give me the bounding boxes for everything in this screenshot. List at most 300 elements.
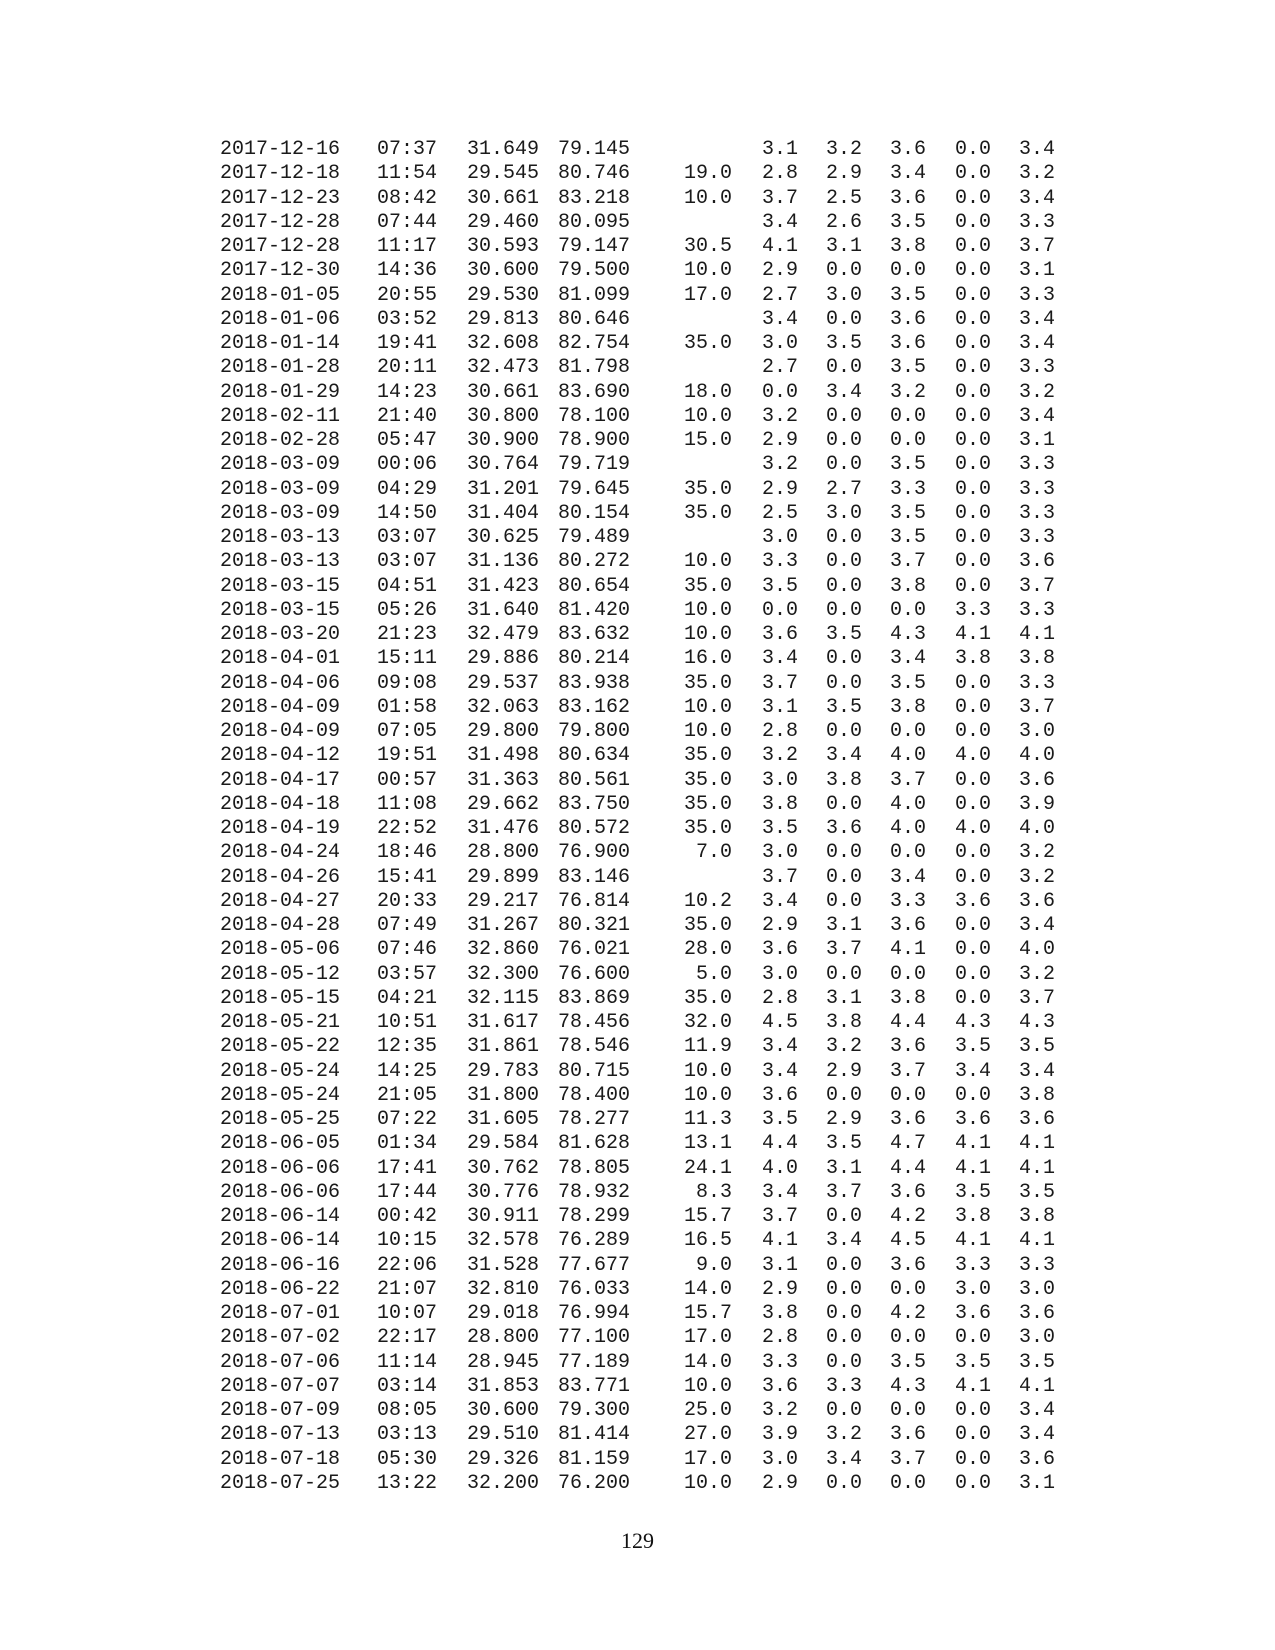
table-cell: 3.0 [1018, 720, 1055, 743]
table-cell: 3.2 [889, 380, 926, 404]
table-row [220, 1278, 1060, 1302]
table-cell: 83.218 [558, 186, 631, 210]
table-cell: 4.0 [761, 1156, 798, 1180]
table-cell: 29.018 [467, 1302, 540, 1325]
table-cell: 3.8 [1018, 1205, 1055, 1228]
table-cell: 3.4 [1018, 138, 1055, 161]
table-cell: 4.1 [1018, 1374, 1055, 1398]
table-cell: 25.0 [683, 1399, 732, 1422]
table-cell: 10:07 [377, 1302, 438, 1325]
table-cell: 0.0 [889, 1326, 926, 1350]
table-cell: 30.5 [683, 235, 732, 258]
table-cell: 4.0 [889, 744, 926, 768]
table-cell: 35.0 [683, 817, 732, 840]
table-cell: 2018-03-09 [220, 501, 341, 525]
table-cell: 15.7 [683, 1302, 732, 1325]
table-cell: 15.7 [683, 1205, 732, 1228]
table-cell: 0.0 [954, 962, 991, 986]
table-cell: 3.6 [954, 889, 991, 913]
table-cell: 80.646 [558, 307, 631, 331]
table-cell: 78.299 [558, 1205, 631, 1228]
table-row [220, 211, 1060, 235]
table-cell: 3.8 [761, 792, 798, 816]
table-row [220, 623, 1060, 647]
table-cell: 0.0 [954, 1471, 991, 1495]
table-cell: 3.4 [1018, 914, 1055, 937]
table-cell: 30.762 [467, 1156, 540, 1180]
table-cell: 3.1 [825, 986, 862, 1010]
table-cell: 2018-07-01 [220, 1302, 341, 1325]
table-cell: 22:06 [377, 1253, 438, 1277]
table-cell: 32.473 [467, 356, 540, 380]
table-cell: 32.063 [467, 695, 540, 719]
table-cell: 10.0 [683, 186, 732, 210]
table-cell: 3.2 [1018, 865, 1055, 889]
table-cell: 3.8 [825, 1011, 862, 1034]
table-cell: 3.1 [825, 914, 862, 937]
table-cell: 03:07 [377, 526, 438, 549]
table-cell: 0.0 [889, 720, 926, 743]
table-cell: 3.5 [761, 817, 798, 840]
table-cell: 76.994 [558, 1302, 631, 1325]
table-cell: 3.3 [1018, 356, 1055, 380]
table-cell: 4.1 [1018, 623, 1055, 646]
table-cell: 79.300 [558, 1399, 631, 1422]
table-cell: 0.0 [825, 1350, 862, 1374]
table-cell: 79.800 [558, 720, 631, 743]
table-row [220, 235, 1060, 259]
table-cell: 11:14 [377, 1350, 438, 1374]
table-cell: 29.899 [467, 865, 540, 889]
table-cell: 3.6 [889, 1180, 926, 1204]
table-cell: 0.0 [825, 1302, 862, 1325]
table-cell: 15.0 [683, 429, 732, 452]
table-cell: 4.0 [954, 744, 991, 768]
table-cell: 35.0 [683, 671, 732, 695]
table-cell: 9.0 [695, 1253, 732, 1277]
table-cell: 04:29 [377, 477, 438, 501]
table-cell: 31.136 [467, 550, 540, 574]
table-cell: 07:44 [377, 210, 438, 234]
table-cell: 3.6 [954, 1302, 991, 1325]
table-cell: 24.1 [683, 1156, 732, 1180]
table-cell: 3.3 [761, 550, 798, 574]
table-cell: 22:17 [377, 1326, 438, 1350]
table-cell: 3.3 [1018, 598, 1055, 622]
table-cell: 00:57 [377, 768, 438, 792]
table-cell: 29.510 [467, 1423, 540, 1447]
table-cell: 3.2 [825, 1423, 862, 1447]
table-cell: 78.546 [558, 1035, 631, 1059]
table-cell: 0.0 [825, 962, 862, 986]
table-cell: 0.0 [825, 1277, 862, 1301]
table-cell: 29.530 [467, 283, 540, 307]
table-row [220, 841, 1060, 865]
table-cell: 3.2 [1018, 162, 1055, 186]
table-cell: 0.0 [954, 332, 991, 355]
table-cell: 4.2 [889, 1205, 926, 1228]
table-cell: 3.6 [889, 1035, 926, 1059]
table-cell: 3.7 [761, 186, 798, 210]
table-cell: 0.0 [825, 671, 862, 695]
table-cell: 10.0 [683, 1083, 732, 1107]
table-cell: 0.0 [954, 235, 991, 258]
table-cell: 31.617 [467, 1011, 540, 1034]
table-cell: 2.9 [825, 1059, 862, 1083]
table-cell: 3.3 [1018, 1253, 1055, 1277]
table-cell: 30.764 [467, 453, 540, 477]
table-cell: 0.0 [954, 307, 991, 331]
table-cell: 2.5 [825, 186, 862, 210]
table-cell: 19.0 [683, 162, 732, 186]
table-cell: 78.456 [558, 1011, 631, 1034]
table-cell: 7.0 [695, 841, 732, 865]
table-cell: 0.0 [825, 429, 862, 452]
table-cell: 3.1 [761, 695, 798, 719]
table-cell: 3.7 [889, 768, 926, 792]
table-cell: 3.0 [1018, 1277, 1055, 1301]
table-cell: 0.0 [825, 889, 862, 913]
table-cell: 2018-06-05 [220, 1132, 341, 1156]
table-cell: 3.3 [761, 1350, 798, 1374]
table-cell: 3.6 [954, 1108, 991, 1131]
table-cell: 3.6 [761, 1374, 798, 1398]
table-cell: 2.7 [825, 477, 862, 501]
table-cell: 3.6 [1018, 1302, 1055, 1325]
table-cell: 2018-04-24 [220, 841, 341, 865]
table-cell: 3.6 [889, 332, 926, 355]
table-cell: 17.0 [683, 1447, 732, 1471]
table-cell: 29.813 [467, 307, 540, 331]
table-cell: 11.3 [683, 1108, 732, 1131]
table-cell: 77.100 [558, 1326, 631, 1350]
table-cell: 3.5 [761, 574, 798, 598]
table-cell: 2.6 [825, 210, 862, 234]
table-cell: 80.214 [558, 647, 631, 671]
table-row [220, 599, 1060, 623]
table-cell: 3.1 [825, 1156, 862, 1180]
table-cell: 0.0 [954, 841, 991, 865]
table-cell: 80.654 [558, 574, 631, 598]
table-row [220, 187, 1060, 211]
table-cell: 4.1 [954, 1229, 991, 1253]
table-cell: 3.6 [889, 307, 926, 331]
table-cell: 0.0 [954, 1399, 991, 1422]
table-cell: 3.8 [889, 695, 926, 719]
table-cell: 11.9 [683, 1035, 732, 1059]
table-cell: 3.2 [761, 453, 798, 477]
table-row [220, 647, 1060, 671]
table-cell: 32.578 [467, 1229, 540, 1253]
table-cell: 10.0 [683, 623, 732, 646]
table-cell: 3.4 [761, 1035, 798, 1059]
table-cell: 0.0 [825, 526, 862, 549]
table-cell: 0.0 [825, 259, 862, 283]
table-row [220, 672, 1060, 696]
table-cell: 3.5 [954, 1180, 991, 1204]
table-cell: 2018-05-24 [220, 1083, 341, 1107]
table-cell: 04:51 [377, 574, 438, 598]
table-cell: 3.0 [761, 962, 798, 986]
table-cell: 0.0 [889, 1471, 926, 1495]
table-cell: 4.0 [1018, 817, 1055, 840]
table-cell: 0.0 [954, 695, 991, 719]
table-cell: 3.3 [1018, 501, 1055, 525]
table-cell: 30.800 [467, 404, 540, 428]
table-cell: 3.7 [1018, 695, 1055, 719]
table-cell: 83.146 [558, 865, 631, 889]
table-cell: 2018-07-09 [220, 1399, 341, 1422]
table-cell: 32.200 [467, 1471, 540, 1495]
table-cell: 3.0 [761, 841, 798, 865]
table-cell: 2.8 [761, 162, 798, 186]
table-cell: 79.489 [558, 526, 631, 549]
table-cell: 3.4 [1018, 1423, 1055, 1447]
table-cell: 4.0 [1018, 938, 1055, 962]
table-cell: 29.217 [467, 889, 540, 913]
table-cell: 2017-12-28 [220, 235, 341, 258]
table-cell: 32.860 [467, 938, 540, 962]
table-cell: 8.3 [695, 1180, 732, 1204]
table-cell: 2018-01-05 [220, 283, 341, 307]
table-cell: 0.0 [954, 186, 991, 210]
table-cell: 3.7 [825, 938, 862, 962]
table-cell: 4.3 [889, 1374, 926, 1398]
table-cell: 07:05 [377, 720, 438, 743]
table-cell: 0.0 [825, 1083, 862, 1107]
table-cell: 0.0 [825, 647, 862, 671]
table-cell: 76.600 [558, 962, 631, 986]
table-cell: 78.400 [558, 1083, 631, 1107]
table-cell: 30.911 [467, 1205, 540, 1228]
table-cell: 2018-04-06 [220, 671, 341, 695]
table-cell: 31.201 [467, 477, 540, 501]
table-cell: 79.145 [558, 138, 631, 161]
table-cell: 31.640 [467, 598, 540, 622]
table-cell: 2.9 [761, 259, 798, 283]
table-cell: 10:15 [377, 1229, 438, 1253]
table-cell: 18.0 [683, 380, 732, 404]
table-cell: 35.0 [683, 477, 732, 501]
table-row [220, 1060, 1060, 1084]
table-row [220, 550, 1060, 574]
table-cell: 20:33 [377, 889, 438, 913]
table-cell: 81.414 [558, 1423, 631, 1447]
table-cell: 31.476 [467, 817, 540, 840]
table-cell: 4.1 [954, 1374, 991, 1398]
table-cell: 3.4 [889, 647, 926, 671]
table-cell: 3.4 [825, 380, 862, 404]
table-row [220, 696, 1060, 720]
table-row [220, 938, 1060, 962]
table-cell: 29.584 [467, 1132, 540, 1156]
table-cell: 2.9 [761, 914, 798, 937]
table-row [220, 1157, 1060, 1181]
table-cell: 31.363 [467, 768, 540, 792]
table-cell: 2018-03-15 [220, 574, 341, 598]
table-cell: 3.1 [761, 138, 798, 161]
table-cell: 5.0 [695, 962, 732, 986]
table-cell: 3.4 [761, 1180, 798, 1204]
table-cell: 3.6 [1018, 550, 1055, 574]
table-cell: 21:40 [377, 404, 438, 428]
table-row [220, 817, 1060, 841]
table-row [220, 1084, 1060, 1108]
table-cell: 3.2 [761, 404, 798, 428]
table-cell: 0.0 [825, 598, 862, 622]
table-cell: 80.154 [558, 501, 631, 525]
table-cell: 3.6 [1018, 768, 1055, 792]
table-cell: 2018-01-28 [220, 356, 341, 380]
table-cell: 0.0 [954, 356, 991, 380]
table-cell: 10.0 [683, 1471, 732, 1495]
table-cell: 2018-03-15 [220, 598, 341, 622]
table-cell: 77.189 [558, 1350, 631, 1374]
table-cell: 2.7 [761, 283, 798, 307]
table-cell: 35.0 [683, 792, 732, 816]
table-cell: 15:41 [377, 865, 438, 889]
table-cell: 2018-04-26 [220, 865, 341, 889]
table-cell: 20:11 [377, 356, 438, 380]
table-cell: 3.7 [889, 550, 926, 574]
table-cell: 30.593 [467, 235, 540, 258]
table-cell: 3.4 [954, 1059, 991, 1083]
table-cell: 3.8 [889, 235, 926, 258]
table-cell: 07:49 [377, 914, 438, 937]
table-row [220, 1472, 1060, 1496]
table-cell: 16.0 [683, 647, 732, 671]
table-row [220, 332, 1060, 356]
table-cell: 3.4 [889, 865, 926, 889]
table-cell: 35.0 [683, 501, 732, 525]
table-cell: 3.6 [1018, 1108, 1055, 1131]
table-cell: 2018-07-13 [220, 1423, 341, 1447]
table-cell: 3.1 [761, 1253, 798, 1277]
table-cell: 2017-12-16 [220, 138, 341, 161]
table-cell: 0.0 [825, 1399, 862, 1422]
table-row [220, 963, 1060, 987]
table-cell: 0.0 [954, 1083, 991, 1107]
table-cell: 78.805 [558, 1156, 631, 1180]
table-row [220, 1399, 1060, 1423]
table-cell: 30.661 [467, 380, 540, 404]
table-row [220, 793, 1060, 817]
table-cell: 11:08 [377, 792, 438, 816]
table-row [220, 987, 1060, 1011]
table-cell: 4.1 [761, 1229, 798, 1253]
table-cell: 0.0 [825, 1205, 862, 1228]
table-cell: 21:07 [377, 1277, 438, 1301]
table-cell: 3.1 [1018, 429, 1055, 452]
table-cell: 3.4 [889, 162, 926, 186]
table-cell: 81.159 [558, 1447, 631, 1471]
table-cell: 14.0 [683, 1350, 732, 1374]
table-cell: 2017-12-18 [220, 162, 341, 186]
table-cell: 16.5 [683, 1229, 732, 1253]
table-cell: 3.5 [1018, 1350, 1055, 1374]
table-cell: 3.0 [825, 283, 862, 307]
table-cell: 12:35 [377, 1035, 438, 1059]
table-cell: 03:57 [377, 962, 438, 986]
table-cell: 3.0 [761, 526, 798, 549]
table-cell: 13:22 [377, 1471, 438, 1495]
table-cell: 3.5 [1018, 1180, 1055, 1204]
table-cell: 3.4 [825, 1447, 862, 1471]
table-cell: 0.0 [889, 962, 926, 986]
table-cell: 3.3 [954, 1253, 991, 1277]
table-cell: 07:46 [377, 938, 438, 962]
table-cell: 2018-05-24 [220, 1059, 341, 1083]
table-cell: 0.0 [889, 1399, 926, 1422]
table-cell: 2.8 [761, 986, 798, 1010]
table-cell: 05:26 [377, 598, 438, 622]
table-cell: 03:52 [377, 307, 438, 331]
table-cell: 10.0 [683, 404, 732, 428]
table-cell: 3.2 [1018, 841, 1055, 865]
table-row [220, 1132, 1060, 1156]
table-cell: 10.0 [683, 695, 732, 719]
table-cell: 07:22 [377, 1108, 438, 1131]
table-cell: 29.537 [467, 671, 540, 695]
table-row [220, 1011, 1060, 1035]
table-cell: 3.0 [954, 1277, 991, 1301]
table-cell: 19:41 [377, 332, 438, 355]
table-cell: 2018-03-09 [220, 477, 341, 501]
table-cell: 29.800 [467, 720, 540, 743]
table-cell: 79.719 [558, 453, 631, 477]
table-cell: 3.5 [825, 1132, 862, 1156]
table-cell: 2.5 [761, 501, 798, 525]
table-cell: 3.6 [889, 914, 926, 937]
table-cell: 07:37 [377, 138, 438, 161]
table-cell: 0.0 [954, 550, 991, 574]
table-cell: 29.783 [467, 1059, 540, 1083]
table-cell: 3.1 [1018, 259, 1055, 283]
table-cell: 2018-05-12 [220, 962, 341, 986]
table-cell: 4.1 [889, 938, 926, 962]
table-cell: 27.0 [683, 1423, 732, 1447]
table-cell: 3.4 [1018, 1059, 1055, 1083]
table-row [220, 769, 1060, 793]
table-cell: 3.5 [889, 453, 926, 477]
table-cell: 2018-04-09 [220, 695, 341, 719]
table-cell: 80.634 [558, 744, 631, 768]
table-cell: 80.272 [558, 550, 631, 574]
table-cell: 3.2 [761, 744, 798, 768]
table-cell: 15:11 [377, 647, 438, 671]
table-cell: 3.2 [1018, 380, 1055, 404]
table-cell: 10.0 [683, 720, 732, 743]
table-cell: 3.5 [825, 332, 862, 355]
table-cell: 83.162 [558, 695, 631, 719]
table-cell: 0.0 [954, 477, 991, 501]
table-cell: 3.8 [1018, 1083, 1055, 1107]
table-row [220, 914, 1060, 938]
table-cell: 10.0 [683, 598, 732, 622]
table-cell: 0.0 [761, 380, 798, 404]
table-cell: 3.2 [761, 1399, 798, 1422]
table-cell: 32.810 [467, 1277, 540, 1301]
table-cell: 31.528 [467, 1253, 540, 1277]
table-cell: 2018-05-06 [220, 938, 341, 962]
table-cell: 3.5 [889, 356, 926, 380]
table-cell: 0.0 [825, 307, 862, 331]
table-cell: 3.4 [825, 1229, 862, 1253]
table-cell: 03:13 [377, 1423, 438, 1447]
table-cell: 76.289 [558, 1229, 631, 1253]
table-cell: 76.900 [558, 841, 631, 865]
table-cell: 0.0 [889, 404, 926, 428]
